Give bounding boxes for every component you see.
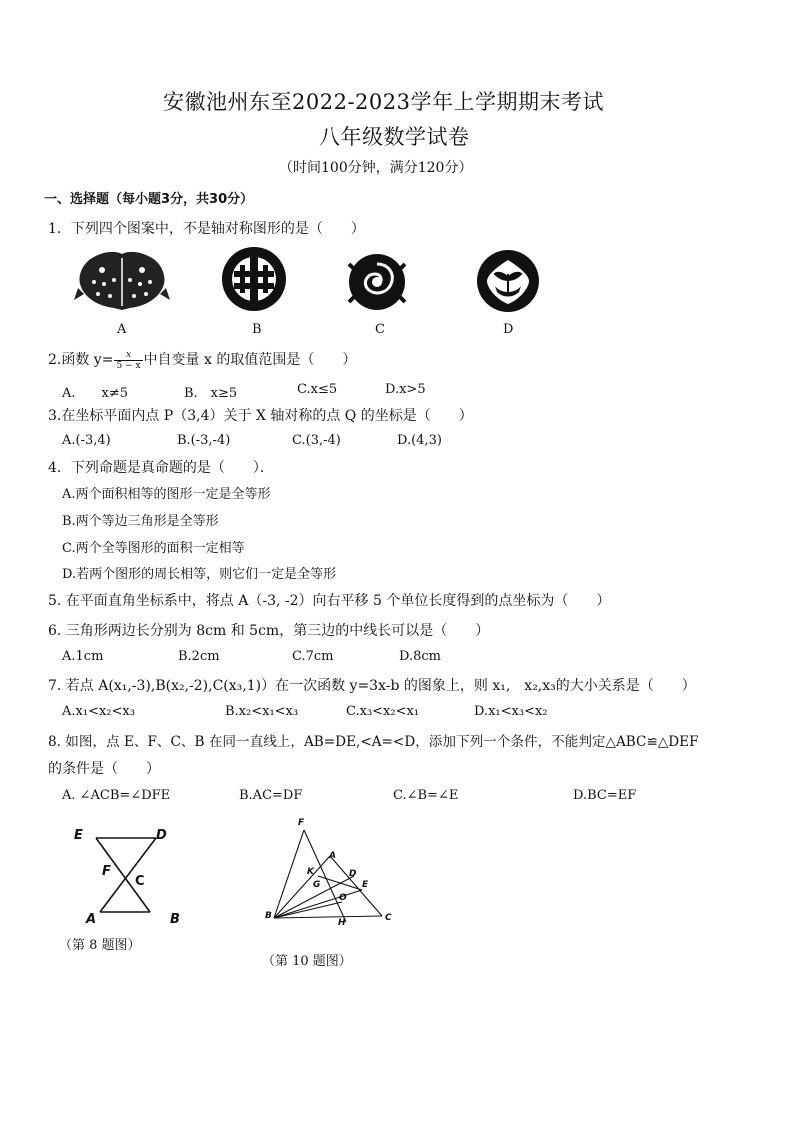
q2-stem-pre: 2.函数 y= [48,352,114,368]
q3-option-a: A.(-3,4) [62,433,111,448]
q7-option-a: A.x₁<x₂<x₃ [62,704,135,719]
q2-option-d: D.x>5 [385,382,426,397]
figure-10-diagram [262,818,402,930]
fig10-caption: （第 10 题图） [262,954,352,969]
q1-label-d: D [503,322,514,337]
bank-logo-image [220,245,288,313]
fig8-caption: （第 8 题图） [59,938,141,953]
fig10-label-o: O [339,893,347,903]
fig8-label-d: D [156,828,167,843]
question-8-stem-line2: 的条件是（ ） [48,761,160,777]
fig10-label-e: E [362,880,369,890]
q6-option-b: B.2cm [178,649,220,664]
q2-option-b: B. x≥5 [184,386,238,401]
q7-option-b: B.x₂<x₁<x₃ [225,704,299,719]
leaf-logo-image [475,248,541,314]
exam-title: 安徽池州东至2022-2023学年上学期期末考试 [163,90,604,114]
q3-option-d: D.(4,3) [397,433,442,448]
question-5-stem: 5. 在平面直角坐标系中，将点 A（-3, -2）向右平移 5 个单位长度得到的点坐标为（ ） [48,593,611,609]
q6-option-d: D.8cm [399,649,441,664]
q1-label-a: A [117,322,127,337]
question-2-stem [48,349,356,371]
fig10-label-g: G [313,880,321,890]
q2-frac-den: 5 − x [116,360,141,371]
q8-option-d: D.BC=EF [573,788,637,803]
fig10-label-k: K [307,867,314,877]
fig10-label-h: H [338,918,346,928]
q2-option-a: A. x≠5 [62,386,129,401]
q8-option-b: B.AC=DF [239,788,303,803]
fig8-label-e: E [74,828,83,843]
q7-option-d: D.x₁<x₃<x₂ [474,704,548,719]
question-6-stem: 6. 三角形两边长分别为 8cm 和 5cm，第三边的中线长可以是（ ） [48,623,490,639]
time-note: （时间100分钟，满分120分） [279,160,473,176]
fig10-label-c: C [385,913,392,923]
exam-subtitle: 八年级数学试卷 [319,125,470,149]
q7-option-c: C.x₃<x₂<x₁ [346,704,420,719]
q2-option-c: C.x≤5 [297,382,338,397]
section-heading: 一、选择题（每小题3分，共30分） [44,192,254,207]
q8-option-a: A. ∠ACB=∠DFE [62,788,171,803]
question-4-stem: 4．下列命题是真命题的是（ ）． [48,460,274,476]
q8-option-c: C.∠B=∠E [393,788,459,803]
q3-option-b: B.(-3,-4) [177,433,231,448]
fig10-label-d: D [349,869,357,879]
fish-pattern-image [74,248,170,314]
question-7-stem: 7. 若点 A(x₁,-3),B(x₂,-2),C(x₃,1)）在一次函数 y=3x-b 的图象上，则 x₁, x₂,x₃的大小关系是（ ） [48,678,696,694]
q6-option-c: C.7cm [292,649,334,664]
q4-option-b: B.两个等边三角形是全等形 [62,514,219,529]
q2-stem-post: 中自变量 x 的取值范围是（ ） [143,352,357,368]
q4-option-a: A.两个面积相等的图形一定是全等形 [62,487,271,502]
q6-option-a: A.1cm [62,649,104,664]
q1-label-c: C [375,322,385,337]
fig8-label-f: F [102,864,111,879]
fig8-label-c: C [135,874,145,889]
q2-fraction [114,350,142,371]
fig10-label-f: F [298,818,305,828]
q3-option-c: C.(3,-4) [292,433,341,448]
fig10-label-b: B [265,911,272,921]
fig8-label-a: A [86,912,97,927]
question-3-stem: 3.在坐标平面内点 P（3,4）关于 X 轴对称的点 Q 的坐标是（ ） [48,408,473,424]
q4-option-c: C.两个全等图形的面积一定相等 [62,541,245,556]
swirl-pattern-image [345,250,409,314]
fig10-label-a: A [329,851,336,861]
fig8-label-b: B [170,912,180,927]
q1-label-b: B [252,322,262,337]
q4-option-d: D.若两个图形的周长相等，则它们一定是全等形 [62,567,337,582]
question-1-stem: 1．下列四个图案中，不是轴对称图形的是（ ） [48,221,365,237]
q2-frac-num: x [114,350,142,361]
question-8-stem-line1: 8. 如图，点 E、F、C、B 在同一直线上，AB=DE,<A=<D，添加下列一个条件，不能判定△ABC≌△DEF [48,734,699,750]
